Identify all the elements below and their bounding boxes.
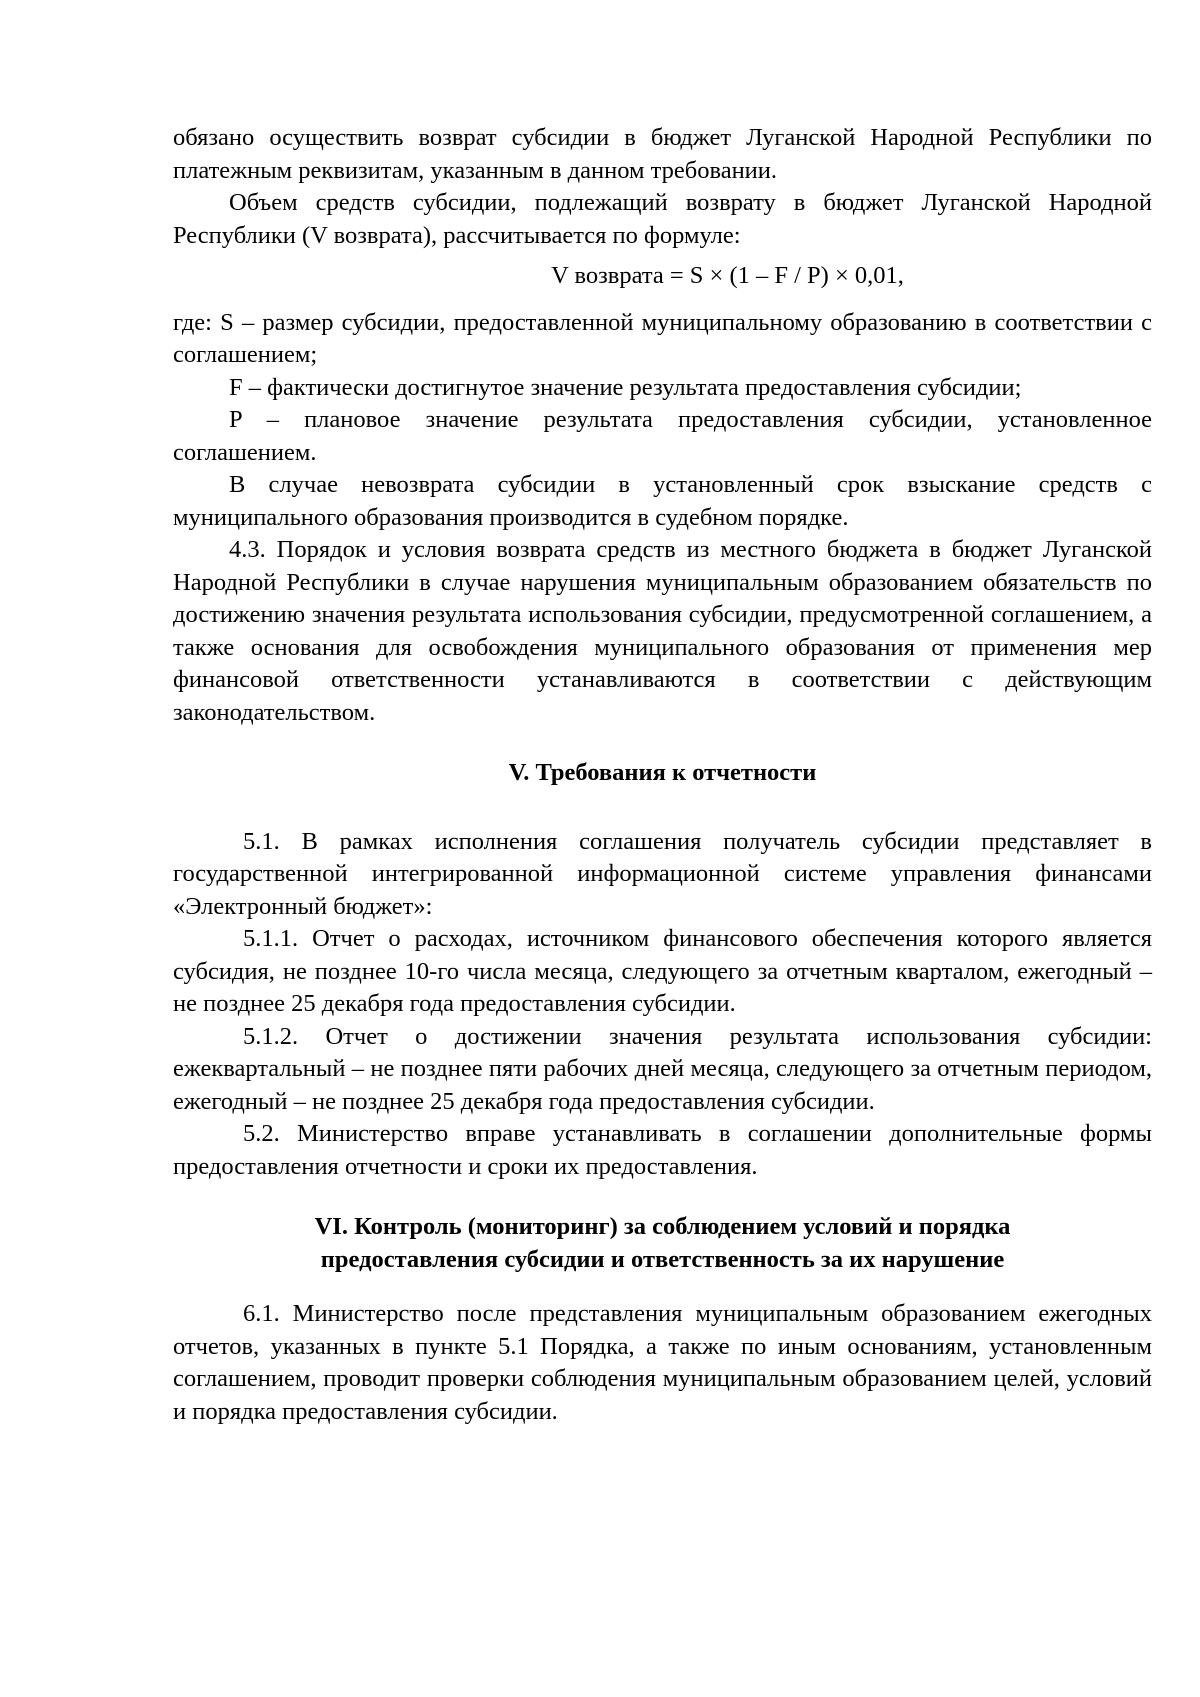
definition-p: P – плановое значение результата предоставления субсидии, установленное соглашением. xyxy=(173,406,1152,466)
paragraph-5-1: 5.1. В рамках исполнения соглашения получатель субсидии представляет в государственной интегрированной информационной системе управления финансами «Электронный бюджет»: xyxy=(173,827,1152,920)
paragraph-5-2: 5.2. Министерство вправе устанавливать в соглашении дополнительные формы предоставления отчетности и сроки их предоставления. xyxy=(173,1120,1152,1180)
definition-f: F – фактически достигнутое значение результата предоставления субсидии; xyxy=(229,373,1022,401)
paragraph-return-obligation: обязано осуществить возврат субсидии в бюджет Луганской Народной Республики по платежным реквизитам, указанным в данном требовании. xyxy=(173,124,1152,184)
section-6-heading xyxy=(173,1211,1152,1276)
definition-s: где: S – размер субсидии, предоставленной муниципальному образованию в соответствии с соглашением; xyxy=(173,308,1152,368)
paragraph-4-3: 4.3. Порядок и условия возврата средств из местного бюджета в бюджет Луганской Народной Республики в случае нарушения муниципальным образованием обязательств по достижению значения результата использования субсидии, предусмотренной соглашением, а также основания для освобождения муниципального образования от применения мер финансовой ответственности устанавливаются в соответствии с действующим законодательством. xyxy=(173,536,1152,726)
paragraph-5-1-1: 5.1.1. Отчет о расходах, источником финансового обеспечения которого является субсидия, не позднее 10-го числа месяца, следующего за отчетным кварталом, ежегодный – не позднее 25 декабря года предоставления субсидии. xyxy=(173,925,1152,1017)
section-6-heading-line1: VI. Контроль (мониторинг) за соблюдением условий и порядка xyxy=(314,1213,1011,1240)
paragraph-volume-intro: Объем средств субсидии, подлежащий возврату в бюджет Луганской Народной Республики (V возврата), рассчитывается по формуле: xyxy=(173,189,1152,249)
section-5-heading: V. Требования к отчетности xyxy=(508,759,817,786)
paragraph-non-return: В случае невозврата субсидии в установленный срок взыскание средств с муниципального образования производится в судебном порядке. xyxy=(173,471,1152,531)
paragraph-6-1: 6.1. Министерство после представления муниципальным образованием ежегодных отчетов, указанных в пункте 5.1 Порядка, а также по иным основаниям, установленным соглашением, проводит проверки соблюдения муниципальным образованием целей, условий и порядка предоставления субсидии. xyxy=(173,1300,1152,1425)
paragraph-5-1-2: 5.1.2. Отчет о достижении значения результата использования субсидии: ежеквартальный – не позднее пяти рабочих дней месяца, следующего за отчетным периодом, ежегодный – не позднее 25 декабря года предоставления субсидии. xyxy=(173,1022,1152,1115)
section-6-heading-line2: предоставления субсидии и ответственность за их нарушение xyxy=(320,1245,1005,1273)
formula: V возврата = S × (1 – F / P) × 0,01, xyxy=(551,262,904,289)
